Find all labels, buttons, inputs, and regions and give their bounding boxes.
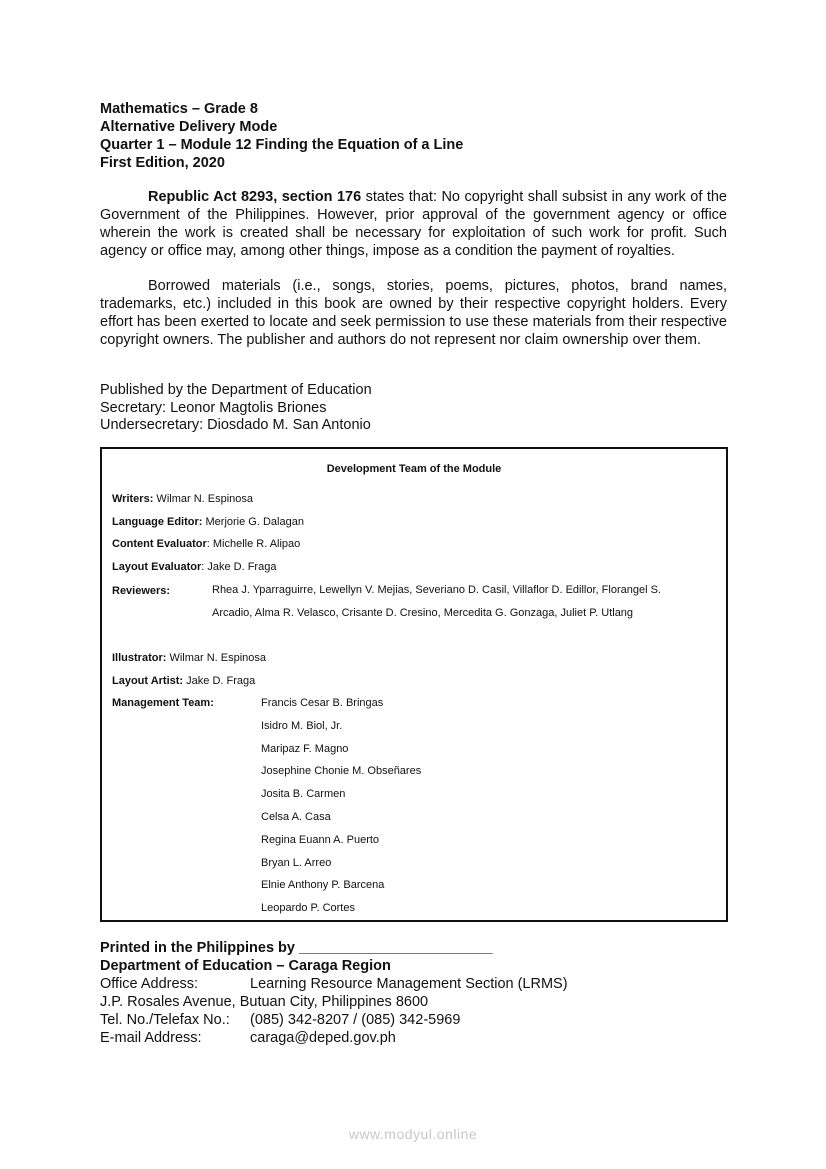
list-item: Isidro M. Biol, Jr. (261, 719, 343, 732)
list-item: Regina Euann A. Puerto (261, 833, 380, 846)
secretary: Secretary: Leonor Magtolis Briones (100, 399, 327, 416)
team-title: Development Team of the Module (326, 463, 502, 475)
copyright-paragraph (100, 188, 727, 260)
list-item: Bryan L. Arreo (261, 856, 332, 869)
contact-footer (100, 939, 568, 1047)
list-item: Francis Cesar B. Bringas (261, 697, 384, 709)
email-row: E-mail Address: caraga@deped.gov.ph (100, 1030, 396, 1046)
reviewers-list: Rhea J. Yparraguirre, Lewellyn V. Mejias, Severiano D. Casil, Villaflor D. Edillor, Florangel S. Arcadio, Alma R. Velasco, Crisante D. Cresino, Mercedita G. Gonzaga, Juliet P. Utlang (212, 584, 661, 619)
list-item: Josita B. Carmen (261, 788, 346, 801)
printed-by: Printed in the Philippines by ________________________ (100, 940, 493, 956)
republic-act-ref: Republic Act 8293, section 176 (148, 189, 362, 205)
edition: First Edition, 2020 (100, 155, 225, 171)
publisher-block (100, 382, 372, 435)
module-title: Quarter 1 – Module 12 Finding the Equation of a Line (100, 137, 464, 153)
language-editor-row: Language Editor: Merjorie G. Dalagan (112, 516, 304, 528)
publisher: Published by the Department of Education (100, 382, 372, 398)
reviewers-label: Reviewers: (112, 585, 171, 597)
list-item: Celsa A. Casa (261, 810, 331, 823)
module-header (100, 100, 463, 172)
content-evaluator-row: Content Evaluator: Michelle R. Alipao (112, 538, 301, 550)
management-team-list (261, 692, 421, 920)
layout-evaluator-row: Layout Evaluator: Jake D. Fraga (112, 561, 277, 573)
delivery-mode: Alternative Delivery Mode (100, 119, 278, 135)
list-item: Josephine Chonie M. Obseñares (261, 765, 422, 778)
borrowed-materials-paragraph (100, 277, 727, 349)
management-team-label: Management Team: (112, 697, 214, 709)
layout-artist-row: Layout Artist: Jake D. Fraga (112, 675, 256, 687)
telephone-row: Tel. No./Telefax No.: (085) 342-8207 / (085) 342-5969 (100, 1012, 461, 1028)
list-item: Elnie Anthony P. Barcena (261, 879, 385, 892)
borrowed-text: Borrowed materials (i.e., songs, stories, poems, pictures, photos, brand names, trademarks, etc.) included in this book are owned by their respective copyright holders. Every effort has been exerted to locate and seek permission to use these materials from their respective copyright owners. The publisher and authors do not represent nor claim ownership over them. (100, 278, 727, 348)
office-address-row: Office Address: Learning Resource Management Section (LRMS) (100, 976, 568, 992)
writers-row: Writers: Wilmar N. Espinosa (112, 493, 254, 505)
street-address: J.P. Rosales Avenue, Butuan City, Philippines 8600 (100, 994, 429, 1010)
undersecretary: Undersecretary: Diosdado M. San Antonio (100, 417, 371, 433)
department-region: Department of Education – Caraga Region (100, 958, 391, 974)
watermark: www.modyul.online (348, 1126, 478, 1142)
development-team-box (100, 447, 728, 922)
copyright-text: states that: No copyright shall subsist in any work of the Government of the Philippines. However, prior approval of the government agency or office wherein the work is created shall be necessary for exploitation of such work for profit. Such agency or office may, among other things, impose as a condition the payment of royalties. (100, 189, 727, 259)
list-item: Leopardo P. Cortes (261, 902, 355, 915)
illustrator-row: Illustrator: Wilmar N. Espinosa (112, 652, 267, 664)
list-item: Maripaz F. Magno (261, 742, 349, 755)
subject-title: Mathematics – Grade 8 (100, 101, 258, 117)
